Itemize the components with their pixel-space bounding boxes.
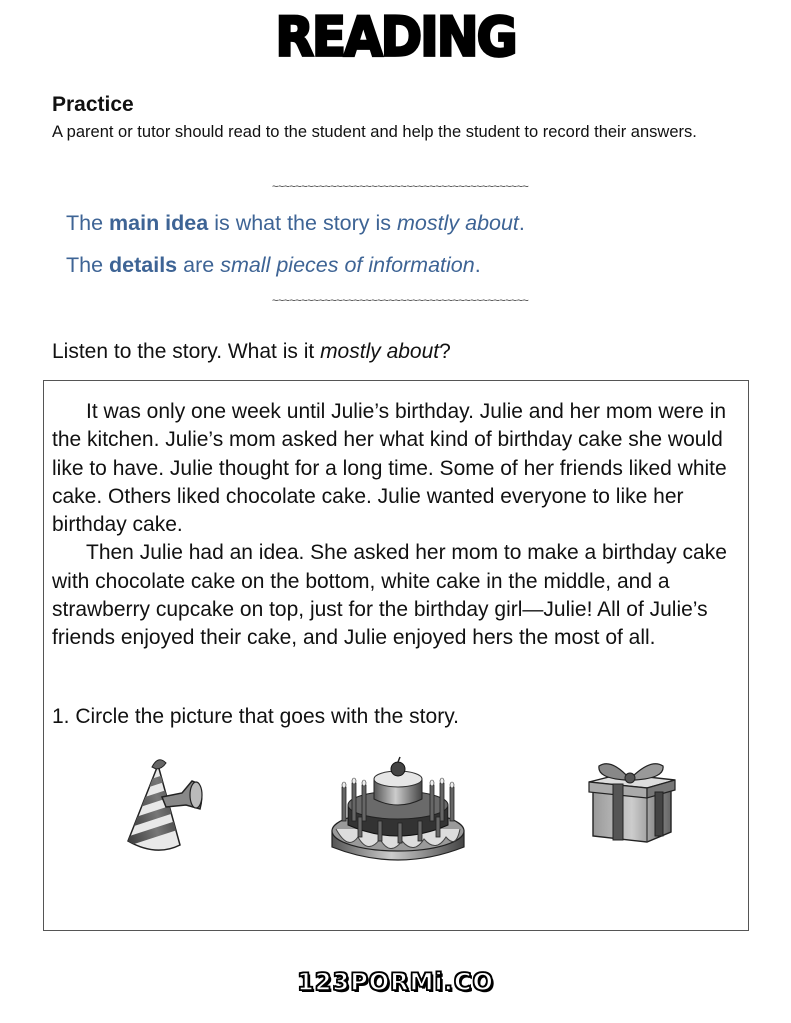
page-title: READING — [275, 5, 516, 69]
gift-box-icon[interactable] — [585, 758, 677, 848]
question-1: 1. Circle the picture that goes with the story. — [52, 705, 459, 728]
practice-heading: Practice — [52, 93, 134, 116]
story-text — [52, 398, 752, 653]
main-idea-definition: The main idea is what the story is mostly about. — [66, 211, 525, 235]
listen-prompt: Listen to the story. What is it mostly about? — [52, 340, 451, 363]
divider-bottom: ~~~~~~~~~~~~~~~~~~~~~~~~~~~~~~~~~~~~~~~~~~~~ — [272, 295, 529, 307]
story-paragraph-1: It was only one week until Julie’s birthday. Julie and her mom were in the kitchen. Julie’s mom asked her what kind of birthday cake she would like to have. Julie thought for a long time. Some of her friends liked white cake. Others liked chocolate cake. Julie wanted everyone to like her birthday cake. — [52, 400, 727, 537]
birthday-cake-icon[interactable] — [328, 755, 468, 867]
story-paragraph-2: Then Julie had an idea. She asked her mom to make a birthday cake with chocolate cake on the bottom, white cake in the middle, and a strawberry cupcake on top, just for the birthday girl—Julie! All of Julie’s friends enjoyed their cake, and Julie enjoyed hers the most of all. — [52, 541, 727, 650]
site-logo: 123PORMi.CO — [297, 968, 494, 996]
divider-top: ~~~~~~~~~~~~~~~~~~~~~~~~~~~~~~~~~~~~~~~~~~~~ — [272, 181, 529, 193]
party-hat-icon[interactable] — [122, 757, 212, 857]
details-definition: The details are small pieces of information. — [66, 253, 481, 277]
practice-instruction: A parent or tutor should read to the student and help the student to record their answers. — [52, 123, 697, 141]
